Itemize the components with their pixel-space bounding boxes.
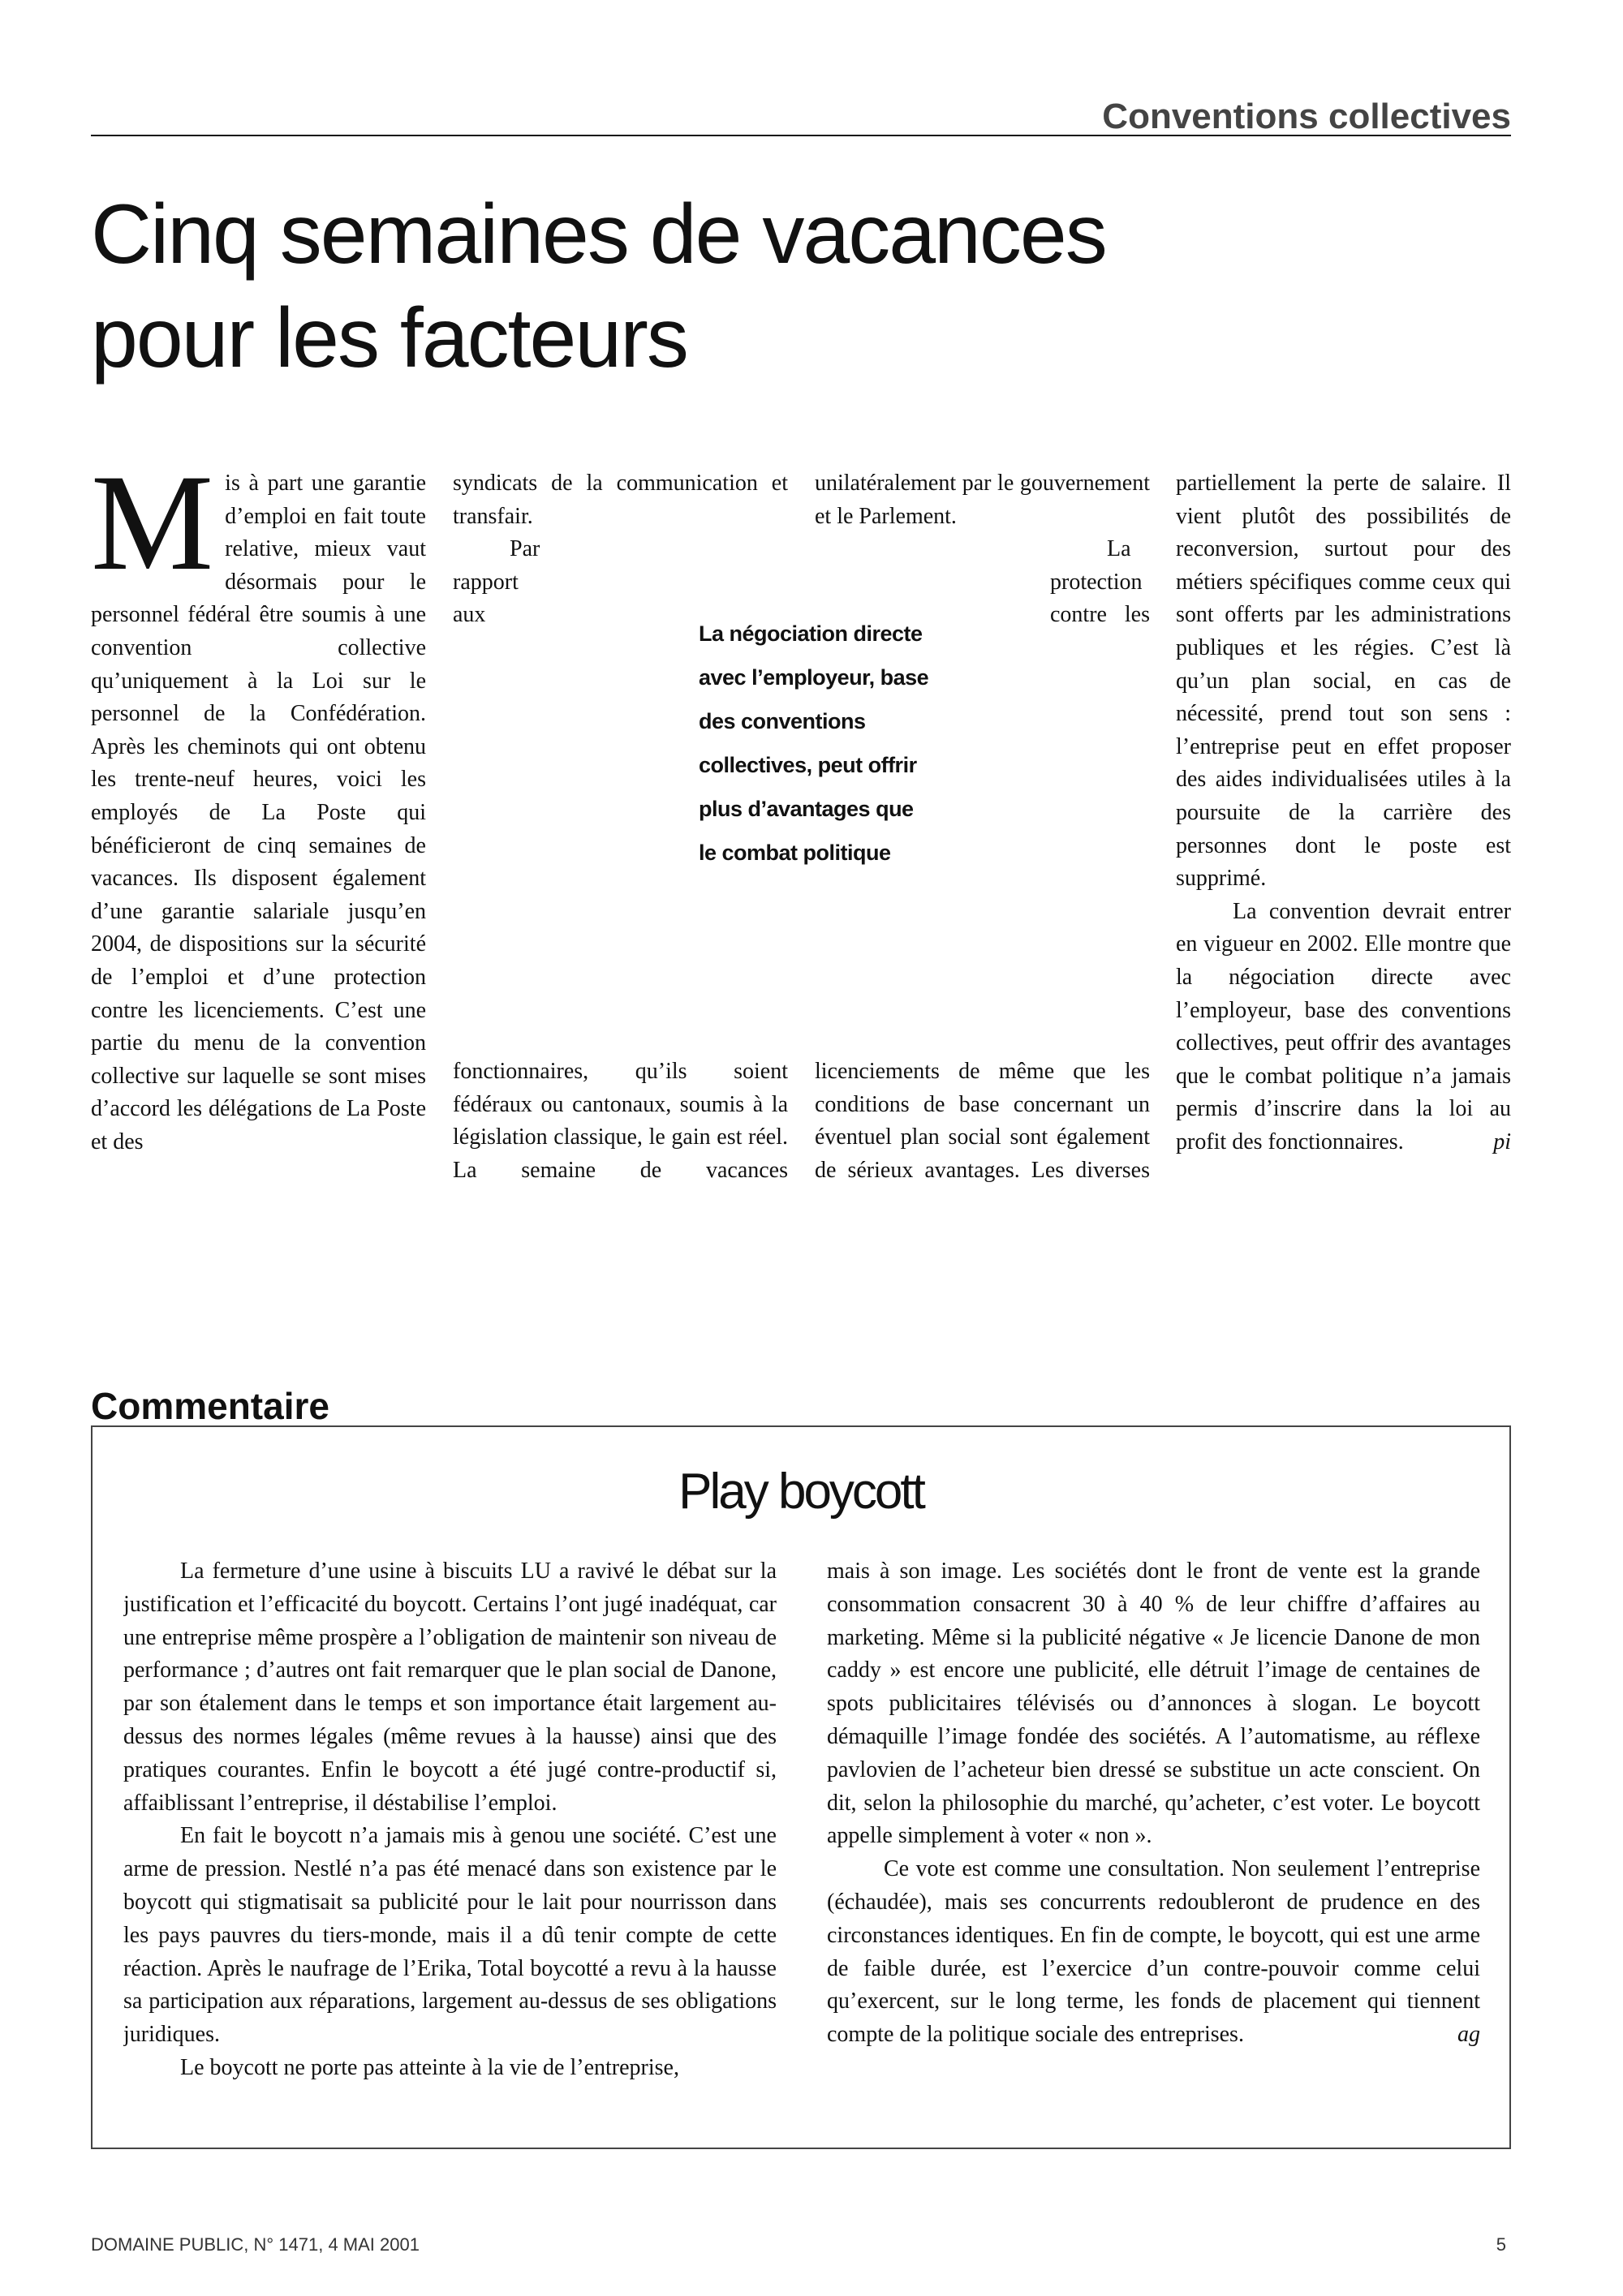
commentary-signature: ag [1457, 2022, 1480, 2048]
drop-cap: M [91, 467, 214, 599]
article-paragraph: Par rapport aux fonctionnaires, qu’ils soient fédéraux ou cantonaux, soumis à la législation classique, le gain est réel. La semaine de vacances [453, 536, 788, 1183]
commentary-column-2 [827, 1555, 1480, 2139]
commentary-paragraph: Le boycott ne porte pas atteinte à la vie de l’entreprise, [180, 2054, 679, 2080]
commentary-paragraph: Ce vote est comme une consultation. Non seulement l’entreprise (échaudée), mais ses concurrents redoubleront de prudence en des circonstances identiques. En fin de compte, le boycott, qui est une arme de faible durée, est l’exercice d’un contre-pouvoir comme celui qu’exercent, sur le long terme, les fonds de placement qui tiennent compte de la politique sociale des entreprises. [827, 1856, 1480, 2048]
section-label: Conventions collectives [91, 96, 1511, 136]
footer-publication: DOMAINE PUBLIC, N° 1471, 4 MAI 2001 [91, 2234, 420, 2255]
commentary-column-1 [123, 1555, 777, 2139]
commentary-label: Commentaire [91, 1385, 329, 1427]
article-signature: pi [1493, 1129, 1511, 1154]
article-paragraph: partiellement la perte de salaire. Il vient plutôt des possibilités de reconversion, surtout pour des métiers spécifiques comme ceux qui sont offerts par les administrations publiques et les régies. C’est là qu’un plan social, en cas de nécessité, prend tout son sens : l’entreprise peut en effet proposer des aides individualisées utiles à la poursuite de la carrière des personnes dont le poste est supprimé. [1176, 471, 1511, 892]
pull-quote: La négociation directe avec l’employeur, base des conventions collectives, peut offrir plus d’avantages que le combat politique [699, 621, 929, 865]
article-column-1 [91, 467, 426, 1189]
article-paragraph: unilatéralement par le gouvernement et le Parlement. [815, 471, 1150, 529]
article-paragraph: syndicats de la communication et transfair. [453, 471, 788, 529]
article-column-4 [1176, 467, 1511, 1189]
page-number: 5 [1496, 2234, 1506, 2255]
commentary-paragraph: En fait le boycott n’a jamais mis à genou une société. C’est une arme de pression. Nestlé n’a pas été menacé dans son existence par le boycott qui stigmatisait sa publicité pour le lait pour nourrisson dans les pays pauvres du tiers-monde, mais il a dû tenir compte de cette réaction. Après le naufrage de l’Erika, Total boycotté a revu à la hausse sa participation aux réparations, largement au-dessus de ses obligations juridiques. [123, 1823, 777, 2048]
commentary-paragraph: mais à son image. Les sociétés dont le front de vente est la grande consommation consacrent 30 à 40 % de leur chiffre d’affaires au marketing. Même si la publicité négative « Je licencie Danone de mon caddy » est encore une publicité, elle détruit l’image de centaines de spots publicitaires télévisés ou d’annonces à slogan. Le boycott démaquille l’image fondée des sociétés. A l’automatisme, au réflexe pavlovien de l’acheteur bien dressé se substitue un acte conscient. On dit, selon la philosophie du marché, qu’acheter, c’est voter. Le boycott appelle simplement à voter « non ». [827, 1559, 1480, 1849]
commentary-paragraph: La fermeture d’une usine à biscuits LU a ravivé le débat sur la justification et l’efficacité du boycott. Certains l’ont jugé inadéquat, car une entreprise même prospère a l’obligation de maintenir son niveau de performance ; d’autres ont fait remarquer que le plan social de Danone, par son étalement dans le temps et son importance était largement au-dessus des normes légales (même revues à la hausse) ainsi que des pratiques courantes. Enfin le boycott a été jugé contre-productif si, affaiblissant l’entreprise, il déstabilise l’emploi. [123, 1559, 777, 1816]
article-paragraph: is à part une garantie d’emploi en fait toute relative, mieux vaut désormais pour le personnel fédéral être soumis à une convention collective qu’uniquement à la Loi sur le personnel de la Confédération. Après les cheminots qui ont obtenu les trente-neuf heures, voici les employés de La Poste qui bénéficieront de cinq semaines de vacances. Ils disposent également d’une garantie salariale jusqu’en 2004, de dispositions sur la sécurité de l’emploi et d’une protection contre les licenciements. C’est une partie du menu de la convention collective sur laquelle se sont mises d’accord les délégations de La Poste et des [91, 471, 426, 1154]
article-paragraph: La convention devrait entrer en vigueur en 2002. Elle montre que la négociation directe avec l’employeur, base des conventions collectives, peut offrir des avantages que le combat politique n’a jamais permis d’inscrire dans la loi au profit des fonctionnaires. [1176, 898, 1511, 1154]
headline-line-2: pour les facteurs [91, 291, 687, 385]
headline-line-1: Cinq semaines de vacances [91, 187, 1106, 282]
article-headline [91, 183, 1389, 390]
commentary-title: Play boycott [678, 1464, 923, 1520]
article-paragraph: La protection contre les licenciements de même que les conditions de base concernant un éventuel plan social sont également de sérieux avantages. Les diverses [815, 536, 1150, 1183]
commentary-box [91, 1425, 1511, 2149]
